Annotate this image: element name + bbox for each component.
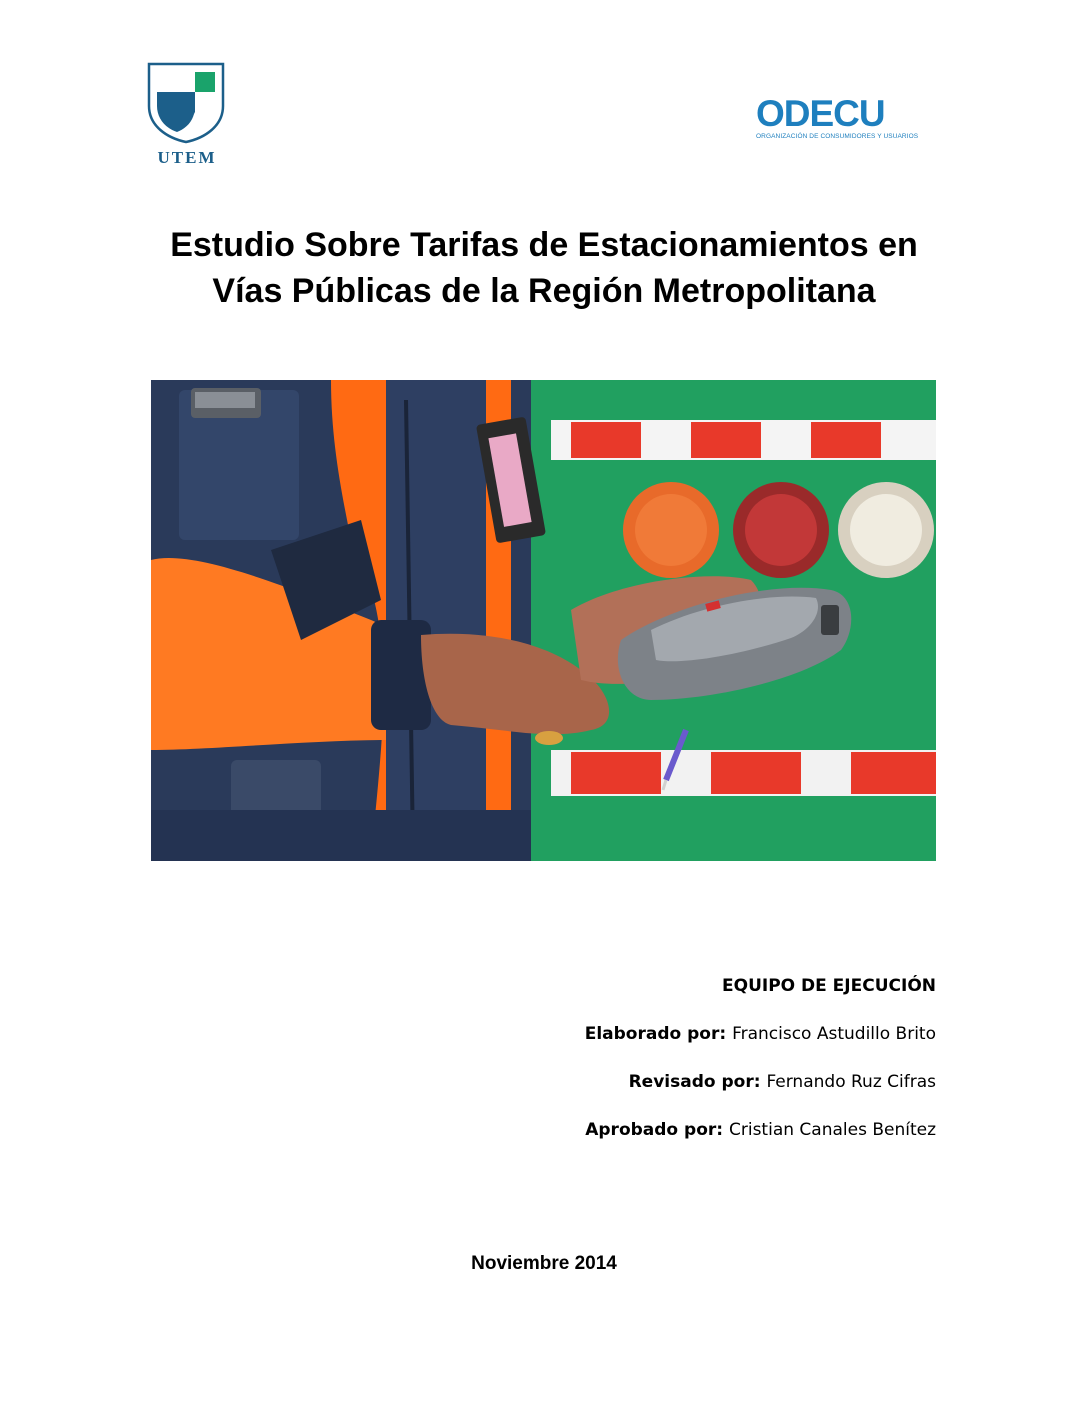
team-row-value: Cristian Canales Benítez — [728, 1120, 936, 1140]
team-row-reviewed-by — [336, 1068, 936, 1096]
cover-photo — [151, 380, 936, 861]
team-row-value: Francisco Astudillo Brito — [732, 1024, 936, 1044]
team-row-approved-by — [336, 1116, 936, 1144]
utem-shield-icon — [147, 62, 227, 144]
document-date: Noviembre 2014 — [471, 1253, 617, 1274]
odecu-logo — [756, 93, 919, 142]
odecu-logo-text: ODECU — [756, 93, 885, 134]
team-row-label: Aprobado por: — [585, 1120, 729, 1140]
title-line-1: Estudio Sobre Tarifas de Estacionamientos en — [170, 226, 918, 264]
team-row-label: Revisado por: — [628, 1072, 767, 1092]
utem-logo — [147, 62, 227, 168]
team-heading: EQUIPO DE EJECUCIÓN — [722, 976, 936, 996]
document-title — [100, 222, 988, 314]
team-row-prepared-by — [336, 1020, 936, 1048]
odecu-logo-subtitle: ORGANIZACIÓN DE CONSUMIDORES Y USUARIOS — [756, 133, 919, 140]
title-line-2: Vías Públicas de la Región Metropolitana — [212, 272, 876, 310]
utem-logo-text: UTEM — [157, 148, 217, 167]
team-row-label: Elaborado por: — [584, 1024, 733, 1044]
team-row-value: Fernando Ruz Cifras — [766, 1072, 936, 1092]
execution-team — [336, 972, 936, 1164]
parking-attendant-photo — [151, 380, 936, 861]
